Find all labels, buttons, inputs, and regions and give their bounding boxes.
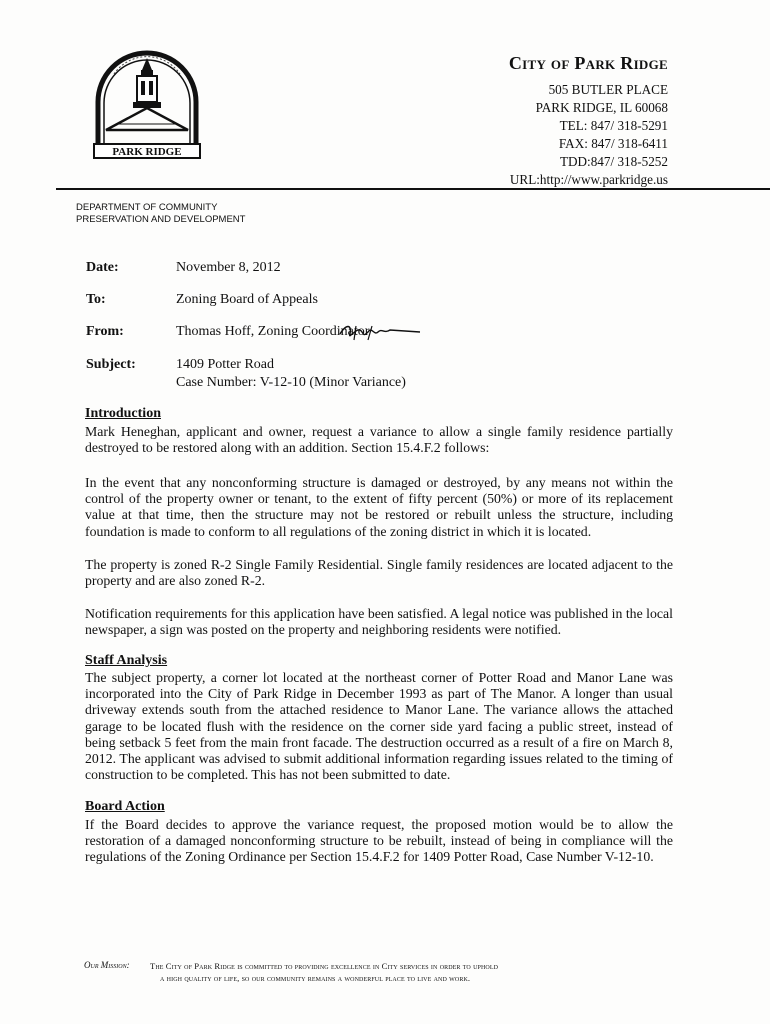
website-url: URL:http://www.parkridge.us xyxy=(509,172,668,187)
svg-text:PARK RIDGE: PARK RIDGE xyxy=(112,146,182,158)
board-action-heading: Board Action xyxy=(85,799,165,814)
introduction-heading: Introduction xyxy=(85,406,161,421)
from-value: Thomas Hoff, Zoning Coordinator xyxy=(176,324,370,339)
department-line-2: PRESERVATION AND DEVELOPMENT xyxy=(76,214,246,225)
from-label: From: xyxy=(86,324,124,339)
date-label: Date: xyxy=(86,260,119,275)
mission-line-2: a high quality of life, so our community remains a wonderful place to live and work. xyxy=(160,973,471,983)
date-value: November 8, 2012 xyxy=(176,260,281,275)
mission-line-1: The City of Park Ridge is committed to providing excellence in City services in order to uphold xyxy=(150,961,499,971)
address-city: PARK RIDGE, IL 60068 xyxy=(535,100,668,115)
subject-case-number: Case Number: V-12-10 (Minor Variance) xyxy=(176,375,406,390)
header-divider xyxy=(56,188,770,190)
city-seal-logo xyxy=(92,44,202,168)
board-action-paragraph: If the Board decides to approve the variance request, the proposed motion would be to allow the restoration of a damaged nonconforming structure to be rebuilt, instead of being in compliance will the regulations of the Zoning Ordinance per Section 15.4.F.2 for 1409 Potter Road, Case Number V-12-10. xyxy=(85,817,673,865)
notification-paragraph: Notification requirements for this application have been satisfied. A legal notice was published in the local newspaper, a sign was posted on the property and neighboring residents were notified. xyxy=(85,606,673,638)
department-line-1: DEPARTMENT OF COMMUNITY xyxy=(76,202,218,213)
subject-label: Subject: xyxy=(86,357,136,372)
subject-address: 1409 Potter Road xyxy=(176,357,274,372)
mission-label: Our Mission: xyxy=(84,960,130,970)
address-street: 505 BUTLER PLACE xyxy=(548,82,668,97)
city-name: City of Park Ridge xyxy=(508,53,668,73)
zoning-paragraph: The property is zoned R-2 Single Family Residential. Single family residences are located adjacent to the property and are also zoned R-2. xyxy=(85,557,673,589)
handwritten-initials-signature xyxy=(338,320,422,344)
staff-analysis-paragraph: The subject property, a corner lot located at the northeast corner of Potter Road and Manor Lane was incorporated into the City of Park Ridge in December 1993 as part of The Manor. A longer than usual driveway extends south from the attached residence to Manor Lane. The variance allows the attached garage to be located flush with the residence on the corner side yard facing a public street, instead of being setback 5 feet from the main front facade. The destruction occurred as a result of a fire on March 8, 2012. The applicant was advised to submit additional information regarding issues related to the timing of construction to be completed. This has not been submitted to date. xyxy=(85,670,673,783)
staff-analysis-heading: Staff Analysis xyxy=(85,653,168,668)
phone-fax: FAX: 847/ 318-6411 xyxy=(558,136,668,151)
to-label: To: xyxy=(86,292,106,307)
phone-tdd: TDD:847/ 318-5252 xyxy=(559,154,668,169)
introduction-paragraph-1: Mark Heneghan, applicant and owner, request a variance to allow a single family residence partially destroyed to be restored along with an addition. Section 15.4.F.2 follows: xyxy=(85,424,673,456)
ordinance-quote-paragraph: In the event that any nonconforming structure is damaged or destroyed, by any means not within the control of the property owner or tenant, to the extent of fifty percent (50%) or more of its replacement value at that time, then the structure may not be restored or rebuilt unless the structure, including foundation is made to conform to all regulations of the zoning district in which it is located. xyxy=(85,475,673,539)
to-value: Zoning Board of Appeals xyxy=(176,292,318,307)
phone-tel: TEL: 847/ 318-5291 xyxy=(559,118,668,133)
